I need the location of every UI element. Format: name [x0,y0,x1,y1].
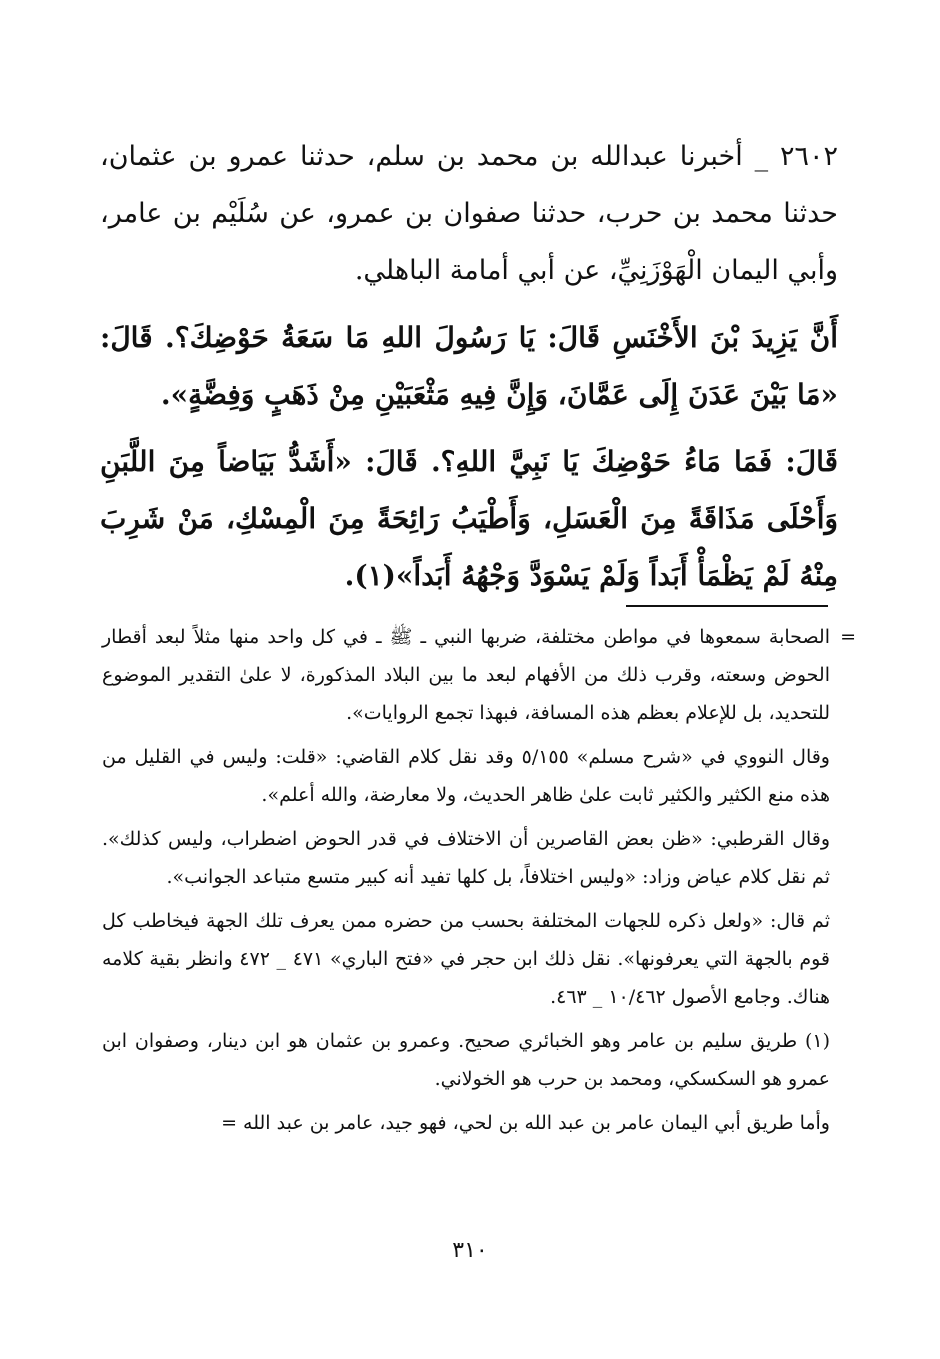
isnad-paragraph: ٢٦٠٢ _ أخبرنا عبدالله بن محمد بن سلم، حدثنا عمرو بن عثمان، حدثنا محمد بن حرب، حدثنا صفوان بن عمرو، عن سُلَيْم بن عامر، وأبي اليمان الْهَوْزَنِيِّ، عن أبي أمامة الباهلي. [100,141,838,286]
footnote-divider [626,605,828,607]
footnote-paragraph: وأما طريق أبي اليمان عامر بن عبد الله بن لحي، فهو جيد، عامر بن عبد الله = [221,1112,830,1134]
footnote-continuation [102,618,856,732]
footnote-text: الصحابة سمعوها في مواطن مختلفة، ضربها النبي ـ ﷺ ـ في كل واحد منها مثلاً لبعد أقطار الحوض وسعته، وقرب ذلك من الأفهام لبعد ما بين البلاد المذكورة، لا علىٰ التقدير الموضوع للتحديد، بل للإعلام بعظم هذه المسافة، فبهذا تجمع الروايات». [102,626,830,724]
footnote-paragraph: وقال النووي في «شرح مسلم» ٥/١٥٥ وقد نقل كلام القاضي: «قلت: وليس في القليل من هذه منع الكثير والكثير ثابت علىٰ ظاهر الحديث، ولا معارضة، والله أعلم». [102,746,830,806]
matn-paragraph-1: أَنَّ يَزِيدَ بْنَ الأَخْنَسِ قَالَ: يَا رَسُولَ اللهِ مَا سَعَةُ حَوْضِكَ؟. قَالَ: «مَا بَيْنَ عَدَنَ إِلَى عَمَّانَ، وَإِنَّ فِيهِ مَثْعَبَيْنِ مِنْ ذَهَبٍ وَفِضَّةٍ». [100,321,838,411]
matn-paragraph-2: قَالَ: فَمَا مَاءُ حَوْضِكَ يَا نَبِيَّ اللهِ؟. قَالَ: «أَشَدُّ بَيَاضاً مِنَ اللَّبَنِ وَأَحْلَى مَذَاقَةً مِنَ الْعَسَلِ، وَأَطْيَبُ رَائِحَةً مِنَ الْمِسْكِ، مَنْ شَرِبَ مِنْهُ لَمْ يَظْمَأْ أَبَداً وَلَمْ يَسْوَدَّ وَجْهُهُ أَبَداً»(١). [100,445,838,592]
footnote-paragraph: وقال القرطبي: «ظن بعض القاصرين أن الاختلاف في قدر الحوض اضطراب، وليس كذلك». ثم نقل كلام عياض وزاد: «وليس اختلافاً، بل كلها تفيد أنه كبير متسع متباعد الجوانب». [102,828,830,888]
footnotes [102,618,856,1142]
continuation-mark: = [840,626,856,648]
hadith-text [100,128,838,604]
footnote-1: (١) طريق سليم بن عامر وهو الخبائري صحيح. وعمرو بن عثمان هو ابن دينار، وصفوان ابن عمرو هو السكسكي، ومحمد بن حرب هو الخولاني. [102,1030,830,1090]
footnote-paragraph: ثم قال: «ولعل ذكره للجهات المختلفة بحسب من حضره ممن يعرف تلك الجهة فيخاطب كل قوم بالجهة التي يعرفونها». نقل ذلك ابن حجر في «فتح الباري» ٤٧١ _ ٤٧٢ وانظر بقية كلامه هناك. وجامع الأصول ١٠/٤٦٢ _ ٤٦٣. [102,910,830,1008]
page-number: ٣١٠ [452,1238,488,1263]
